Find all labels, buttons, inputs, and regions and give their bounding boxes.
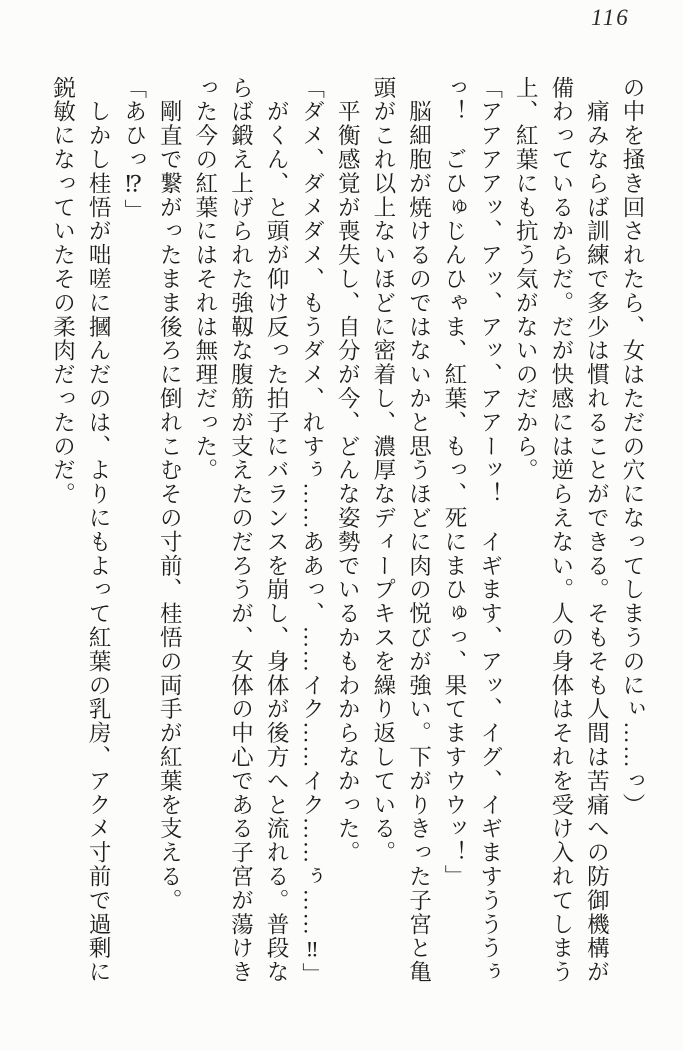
text-line: 「ダメ、ダメダメ、もうダメ、れすぅ……ああっ、……イク……イク……ぅ……‼」 [299, 76, 325, 987]
text-line: がくん、と頭が仰け反った拍子にバランスを崩し、身体が後方へと流れる。普段な [264, 76, 290, 985]
body-text [45, 76, 650, 992]
text-line: しかし桂悟が咄嗟に摑んだのは、よりにもよって紅葉の乳房、アクメ寸前で過剰に [86, 76, 112, 985]
text-line: っ！ ごひゅじんひゃま、紅葉、もっ、死にまひゅっ、果てますウウッ！」 [442, 76, 468, 889]
text-line: 上、紅葉にも抗う気がないのだから。 [513, 76, 539, 483]
text-line: 脳細胞が焼けるのではないかと思うほどに肉の悦びが強い。下がりきった子宮と亀 [406, 76, 432, 985]
text-line: 頭がこれ以上ないほどに密着し、濃厚なディープキスを繰り返している。 [370, 76, 396, 865]
text-line: った今の紅葉にはそれは無理だった。 [192, 76, 218, 483]
page-number: 116 [591, 5, 630, 30]
text-line: 「アアアアッ、アッ、アッ、アアーッ！ イギます、アッ、イグ、イギますうううぅ [477, 76, 503, 985]
text-line: 備わっているからだ。だが快感には逆らえない。人の身体はそれを受け入れてしまう [548, 76, 574, 985]
text-line: 剛直で繋がったまま後ろに倒れこむその寸前、桂悟の両手が紅葉を支える。 [157, 76, 183, 913]
text-line: 「あひっ⁉」 [121, 76, 147, 223]
text-line: らば鍛え上げられた強靱な腹筋が支えたのだろうが、女体の中心である子宮が蕩けき [228, 76, 254, 985]
text-line: 鋭敏になっていたその柔肉だったのだ。 [50, 76, 76, 507]
text-line: 平衡感覚が喪失し、自分が今、どんな姿勢でいるかもわからなかった。 [335, 76, 361, 865]
text-line: の中を掻き回されたら、女はただの穴になってしまうのにぃ……っ） [620, 76, 645, 817]
text-line: 痛みならば訓練で多少は慣れることができる。そもそも人間は苦痛への防御機構が [584, 76, 610, 985]
